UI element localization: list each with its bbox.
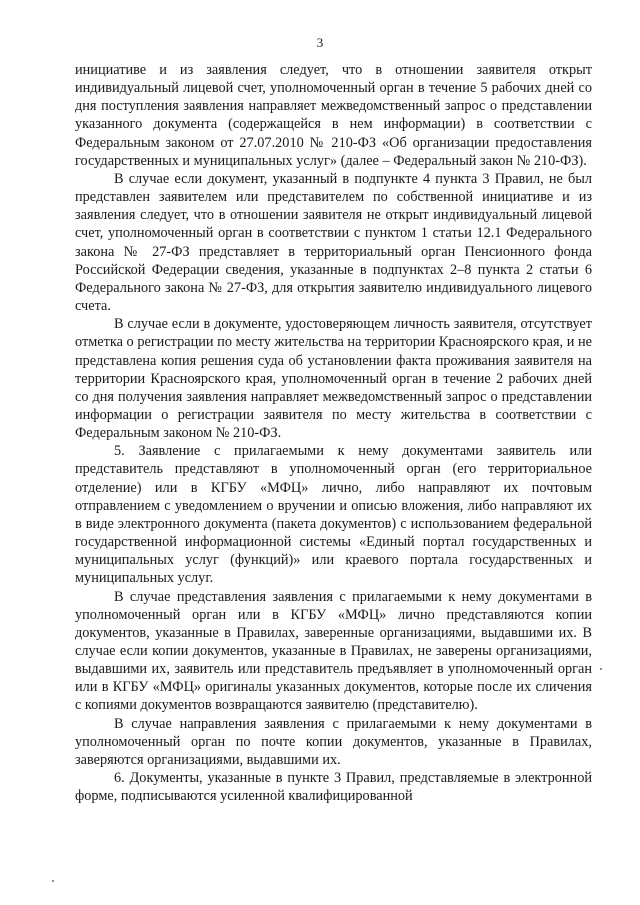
document-body [75,61,592,805]
scan-speck [600,668,602,670]
page-number: 3 [316,35,324,50]
paragraph-item-6: 6. Документы, указанные в пункте 3 Правил, представляемые в электронной форме, подписываются усиленной квалифицированной [75,770,592,805]
paragraph-registration-mark: В случае если в документе, удостоверяющем личность заявителя, отсутствует отметка о регистрации по месту жительства на территории Красноярского края, и не представлена копия решения суда об установлении факта проживания заявителя на территории Красноярского края, уполномоченный орган в течение 2 рабочих дней со дня получения заявления направляет межведомственный запрос о представлении информации о регистрации заявителя по месту жительства в соответствии с Федеральным законом № 210-ФЗ. [75,316,592,442]
paragraph-document-not-submitted: В случае если документ, указанный в подпункте 4 пункта 3 Правил, не был представлен заявителем или представителем по собственной инициативе и из заявления следует, что в отношении заявителя не открыт индивидуальный лицевой счет, уполномоченный орган в соответствии с пунктом 1 статьи 12.1 Федерального закона № 27-ФЗ представляет в территориальный орган Пенсионного фонда Российской Федерации сведения, указанные в подпунктах 2–8 пункта 2 статьи 6 Федерального закона № 27-ФЗ, для открытия заявителю индивидуального лицевого счета. [75,170,592,315]
paragraph-postal-submission: В случае направления заявления с прилагаемыми к нему документами в уполномоченный орган по почте копии документов, указанные в Правилах, заверяются организациями, выдавшими их. [75,715,592,768]
paragraph-item-5: 5. Заявление с прилагаемыми к нему документами заявитель или представитель представляют в уполномоченный орган (его территориальное отделение) или в КГБУ «МФЦ» лично, либо направляют их почтовым отправлением с уведомлением о вручении и описью вложения, либо направляют их в виде электронного документа (пакета документов) с использованием федеральной государственной информационной системы «Единый портал государственных и муниципальных услуг (функций)» или краевого портала государственных и муниципальных услуг. [75,443,592,587]
scan-speck [52,880,54,882]
paragraph-continuation: инициативе и из заявления следует, что в отношении заявителя открыт индивидуальный лицевой счет, уполномоченный орган в течение 5 рабочих дней со дня поступления заявления направляет межведомственный запрос о представлении указанного документа (содержащейся в нем информации) в соответствии с Федеральным законом от 27.07.2010 № 210-ФЗ «Об организации предоставления государственных и муниципальных услуг» (далее – Федеральный закон № 210-ФЗ). [75,62,592,169]
paragraph-personal-submission: В случае представления заявления с прилагаемыми к нему документами в уполномоченный орган или в КГБУ «МФЦ» лично представляются копии документов, указанные в Правилах, заверенные организациями, выдавшими их. В случае если копии документов, указанные в Правилах, не заверены организациями, выдавшими их, заявитель или представитель предъявляет в уполномоченный орган или в КГБУ «МФЦ» оригиналы указанных документов, которые после их сличения с копиями документов возвращаются заявителю (представителю). [75,588,592,714]
